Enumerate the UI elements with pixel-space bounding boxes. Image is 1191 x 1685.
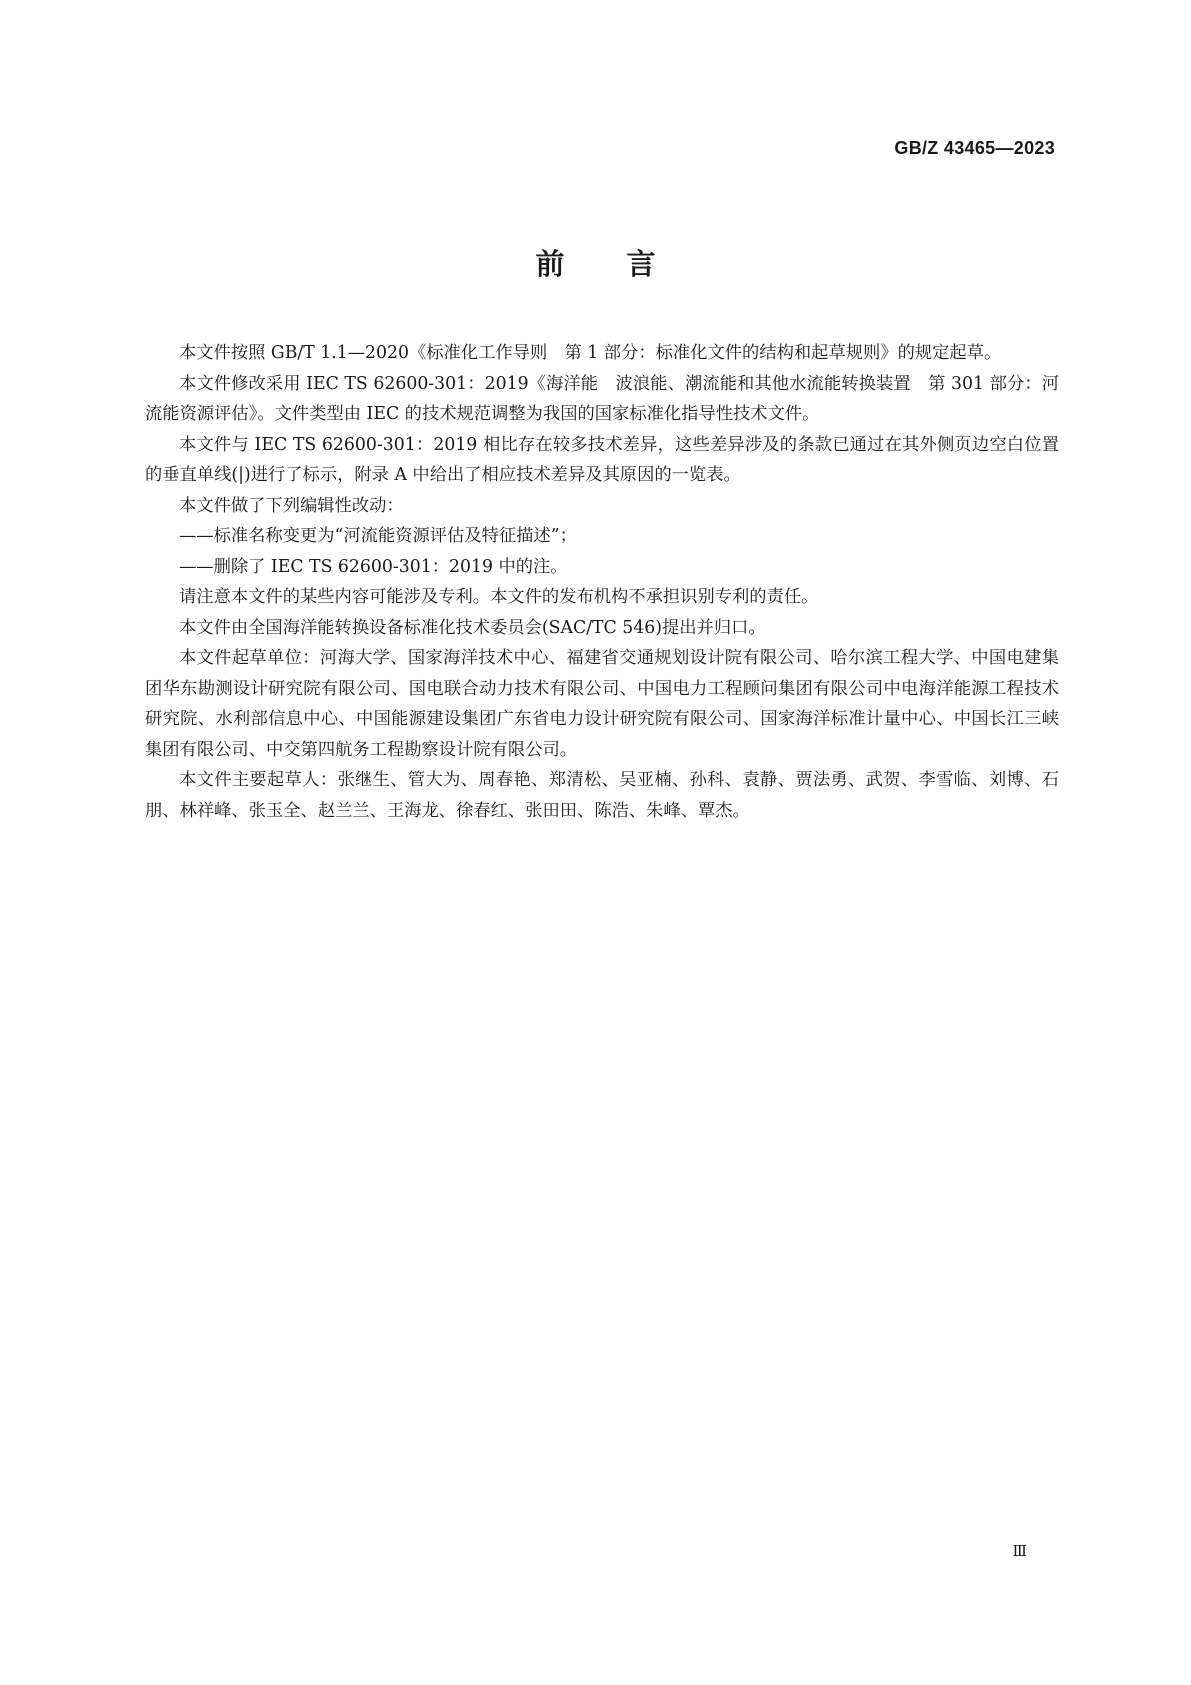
paragraph-drafting-units: 本文件起草单位：河海大学、国家海洋技术中心、福建省交通规划设计院有限公司、哈尔滨工程大学、中国电建集团华东勘测设计研究院有限公司、国电联合动力技术有限公司、中国电力工程顾问集团有限公司中电海洋能源工程技术研究院、水利部信息中心、中国能源建设集团广东省电力设计研究院有限公司、国家海洋标准计量中心、中国长江三峡集团有限公司、中交第四航务工程勘察设计院有限公司。 xyxy=(145,648,1059,760)
paragraph-drafting-rules: 本文件按照 GB/T 1.1—2020《标准化工作导则 第 1 部分：标准化文件的结构和起草规则》的规定起草。 xyxy=(179,343,1002,363)
list-item-editorial-change: ——标准名称变更为“河流能资源评估及特征描述”； xyxy=(179,526,577,546)
paragraph-committee: 本文件由全国海洋能转换设备标准化技术委员会(SAC/TC 546)提出并归口。 xyxy=(179,617,766,638)
foreword-body xyxy=(145,338,1059,826)
paragraph-adoption: 本文件修改采用 IEC TS 62600-301：2019《海洋能 波浪能、潮流能和其他水流能转换装置 第 301 部分：河流能资源评估》。文件类型由 IEC 的技术规范调整为我国的国家标准化指导性技术文件。 xyxy=(145,373,1059,424)
paragraph-drafters: 本文件主要起草人：张继生、管大为、周春艳、郑清松、吴亚楠、孙科、袁静、贾法勇、武贺、李雪临、刘博、石朋、林祥峰、张玉全、赵兰兰、王海龙、徐春红、张田田、陈浩、朱峰、覃杰。 xyxy=(145,770,1059,821)
paragraph-technical-differences: 本文件与 IEC TS 62600-301：2019 相比存在较多技术差异，这些差异涉及的条款已通过在其外侧页边空白位置的垂直单线(|)进行了标示，附录 A 中给出了相应技术差异及其原因的一览表。 xyxy=(145,434,1059,485)
paragraph-patent-notice: 请注意本文件的某些内容可能涉及专利。本文件的发布机构不承担识别专利的责任。 xyxy=(179,587,819,607)
paragraph-editorial-changes: 本文件做了下列编辑性改动： xyxy=(179,495,404,516)
page-title: 前言 xyxy=(535,247,718,281)
list-item-editorial-change: ——删除了 IEC TS 62600-301：2019 中的注。 xyxy=(179,556,568,577)
standard-number: GB/Z 43465—2023 xyxy=(894,138,1055,158)
page-number: Ⅲ xyxy=(1012,1542,1027,1560)
